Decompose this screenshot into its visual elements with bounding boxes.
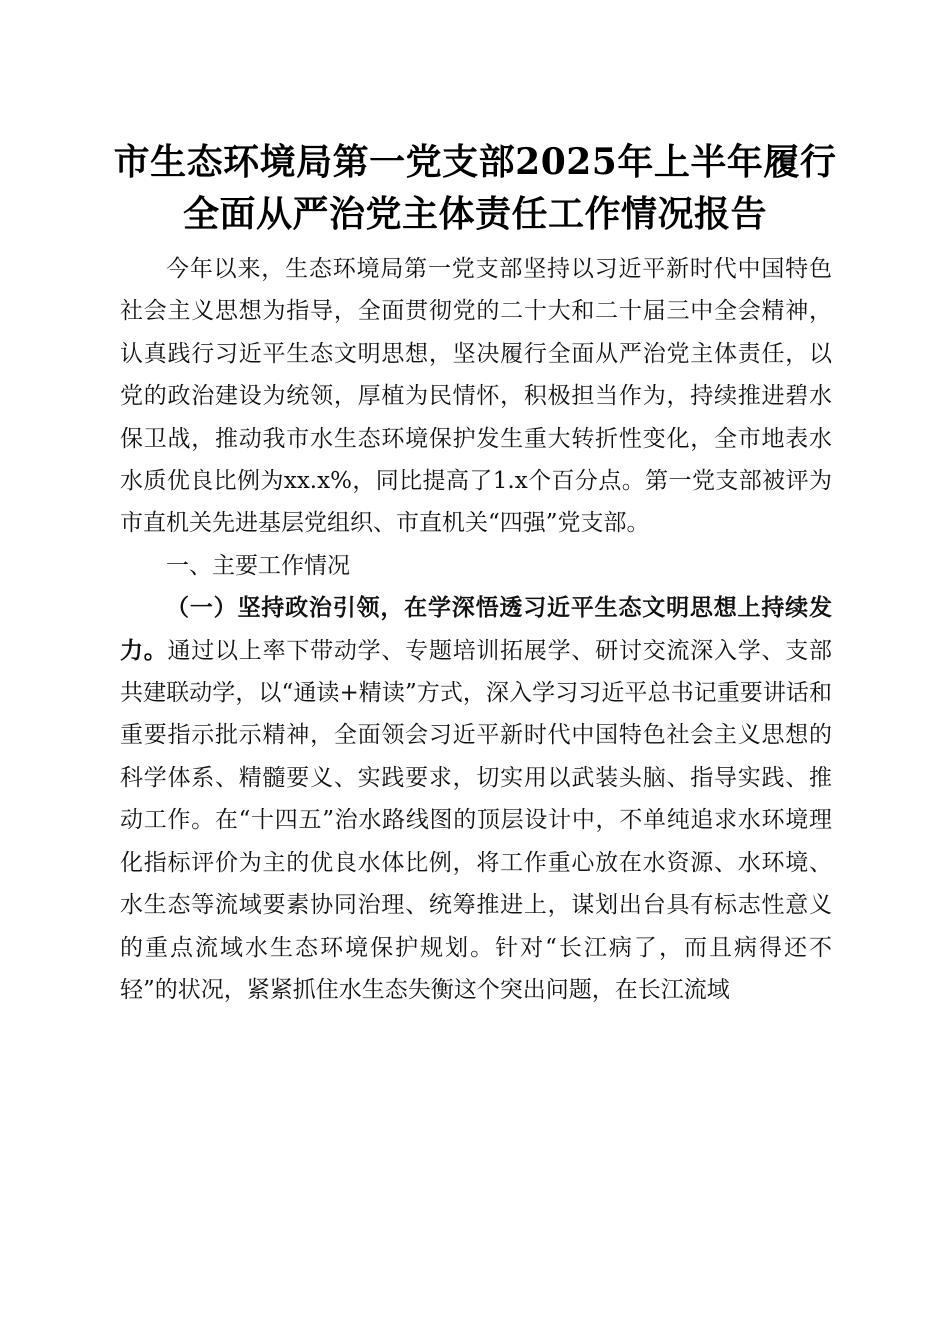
document-body xyxy=(120,248,832,1011)
intro-paragraph: 今年以来，生态环境局第一党支部坚持以习近平新时代中国特色社会主义思想为指导，全面贯彻党的二十大和二十届三中全会精神，认真践行习近平生态文明思想，坚决履行全面从严治党主体责任，以党的政治建设为统领，厚植为民情怀，积极担当作为，持续推进碧水保卫战，推动我市水生态环境保护发生重大转折性变化，全市地表水水质优良比例为xx.x%，同比提高了1.x个百分点。第一党支部被评为市直机关先进基层党组织、市直机关“四强”党支部。 xyxy=(120,256,832,537)
subsection-lead: （一）坚持政治引领，在学深悟透习近平生态文明思想上持续发力。 xyxy=(120,594,832,664)
document-title xyxy=(60,136,890,240)
title-line-2: 全面从严治党主体责任工作情况报告 xyxy=(182,193,767,235)
title-line-1: 市生态环境局第一党支部2025年上半年履行 xyxy=(113,141,837,183)
subsection-body: 通过以上率下带动学、专题培训拓展学、研讨交流深入学、支部共建联动学，以“通读+精读”方式，深入学习习近平总书记重要讲话和重要指示批示精神，全面领会习近平新时代中国特色社会主义思想的科学体系、精髓要义、实践要求，切实用以武装头脑、指导实践、推动工作。在“十四五”治水路线图的顶层设计中，不单纯追求水环境理化指标评价为主的优良水体比例，将工作重心放在水资源、水环境、水生态等流域要素协同治理、统筹推进上，谋划出台具有标志性意义的重点流域水生态环境保护规划。针对“长江病了，而且病得还不轻”的状况，紧紧抓住水生态失衡这个突出问题，在长江流域 xyxy=(120,637,833,1003)
section-heading-main-work: 一、主要工作情况 xyxy=(166,552,350,579)
subsection-paragraph-1 xyxy=(120,587,832,1011)
